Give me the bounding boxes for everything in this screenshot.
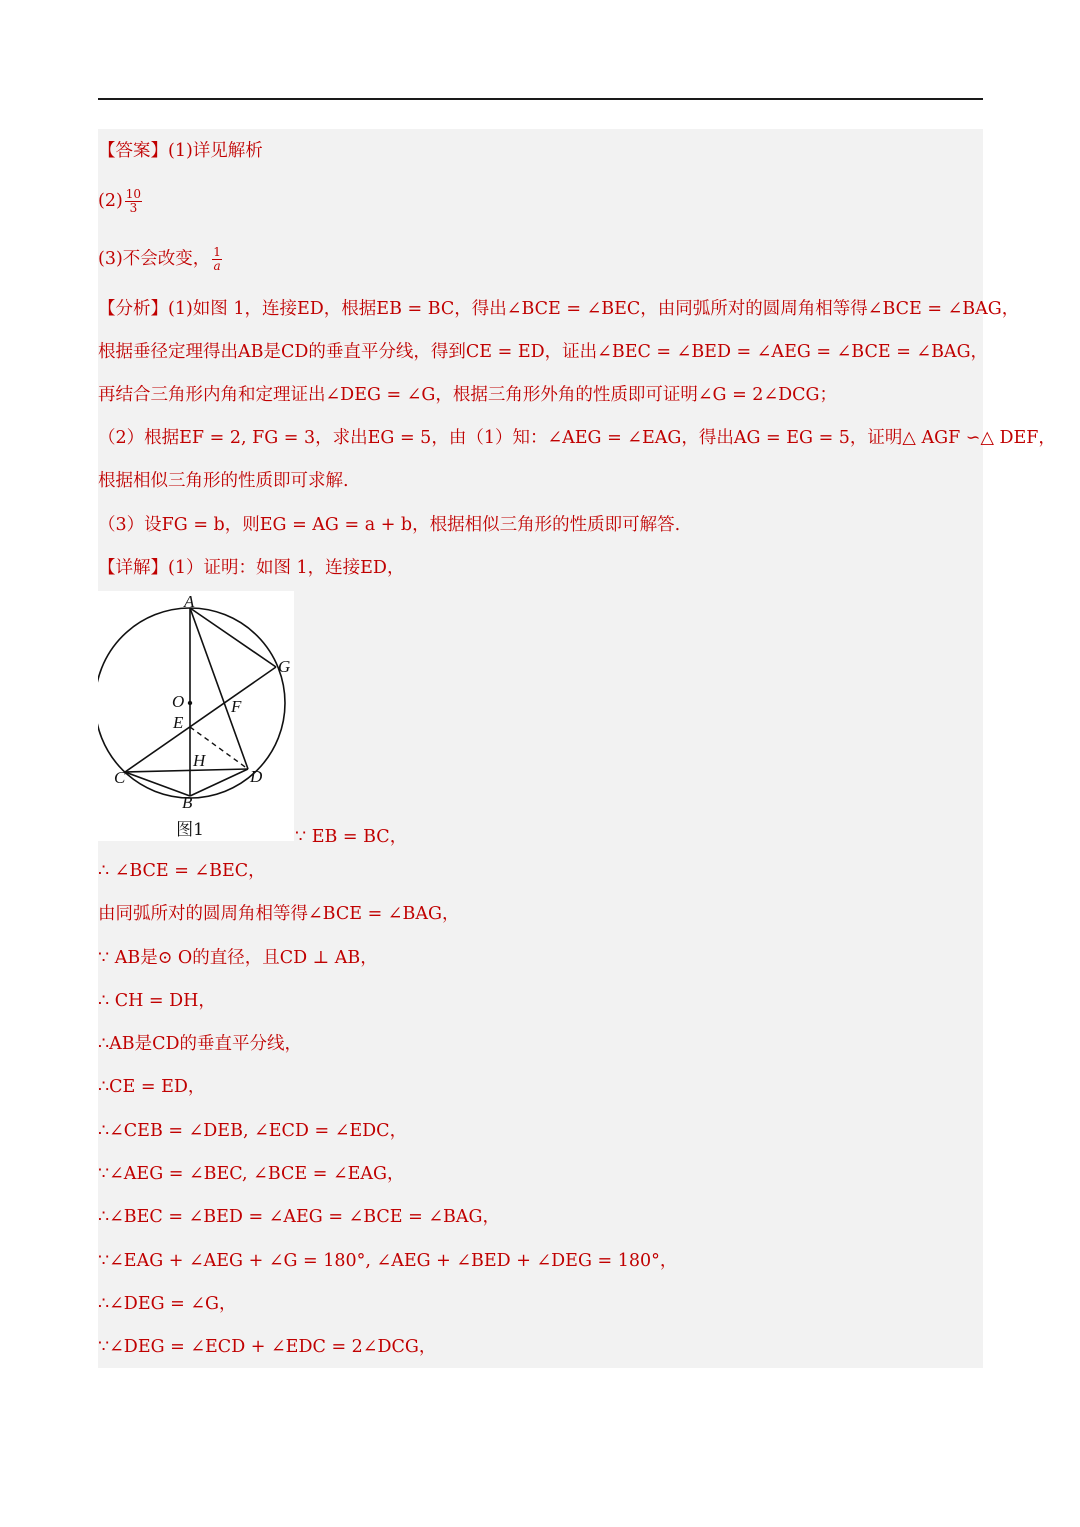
center-dot: [188, 701, 192, 705]
detail-step: 由同弧所对的圆周角相等得∠BCE = ∠BAG，: [98, 904, 460, 924]
detail-step: ∵ AB是⊙ O的直径，且CD ⊥ AB，: [98, 948, 378, 968]
detail-after-figure: ∵ EB = BC，: [295, 827, 408, 847]
label-b: B: [182, 793, 193, 812]
label-d: D: [250, 767, 263, 786]
analysis-line-4: （2）根据EF = 2, FG = 3，求出EG = 5，由（1）知：∠AEG = ∠EAG，得出AG = EG = 5，证明△ AGF ∽△ DEF，: [98, 428, 1056, 448]
detail-step: ∴ CH = DH，: [98, 991, 216, 1011]
label-a: A: [184, 592, 195, 611]
label-h: H: [193, 751, 206, 770]
fraction-1-a: $\frac{1}{a}$: [213, 245, 221, 273]
segment-bd: [190, 769, 248, 796]
analysis-line-6: （3）设FG = b，则EG = AG = a + b，根据相似三角形的性质即可解答.: [98, 515, 681, 535]
analysis-line-3: 再结合三角形内角和定理证出∠DEG = ∠G，根据三角形外角的性质即可证明∠G = 2∠DCG；: [98, 385, 838, 405]
fraction-10-3: $\frac{10}{3}$: [125, 187, 142, 215]
figure-caption: 图1: [176, 820, 204, 840]
detail-step: ∴∠DEG = ∠G，: [98, 1294, 237, 1314]
label-f: F: [231, 697, 242, 716]
detail-step: ∵∠EAG + ∠AEG + ∠G = 180°, ∠AEG + ∠BED + ∠DEG = 180°，: [98, 1251, 678, 1271]
analysis-line-2: 根据垂径定理得出AB是CD的垂直平分线，得到CE = ED，证出∠BEC = ∠BED = ∠AEG = ∠BCE = ∠BAG，: [98, 342, 989, 362]
answer-part-3: (3)不会改变， $\frac{1}{a}$: [98, 245, 221, 273]
chord-ad: [190, 608, 248, 769]
chord-cd: [125, 769, 248, 772]
circle-diagram: [98, 591, 294, 841]
label-o: O: [172, 692, 185, 711]
answer-part-2: (2) $\frac{10}{3}$: [98, 187, 142, 215]
detail-step: ∵∠AEG = ∠BEC, ∠BCE = ∠EAG，: [98, 1164, 405, 1184]
detail-step: ∴CE = ED，: [98, 1077, 206, 1097]
analysis-line-5: 根据相似三角形的性质即可求解.: [98, 471, 349, 491]
detail-step: ∴∠BEC = ∠BED = ∠AEG = ∠BCE = ∠BAG，: [98, 1207, 501, 1227]
detail-step: ∴ ∠BCE = ∠BEC，: [98, 861, 266, 881]
header-rule: [98, 98, 983, 100]
detail-step: ∵∠DEG = ∠ECD + ∠EDC = 2∠DCG，: [98, 1337, 437, 1357]
label-e: E: [173, 713, 184, 732]
geometry-figure: [98, 591, 294, 841]
chord-ag: [190, 608, 276, 667]
answer-title: 【答案】(1)详见解析: [98, 141, 263, 161]
detail-heading: 【详解】(1）证明：如图 1，连接ED，: [98, 558, 405, 578]
label-c: C: [114, 768, 126, 787]
detail-step: ∴AB是CD的垂直平分线，: [98, 1034, 303, 1054]
detail-step: ∴∠CEB = ∠DEB, ∠ECD = ∠EDC，: [98, 1121, 408, 1141]
analysis-line-1: 【分析】(1)如图 1，连接ED，根据EB = BC，得出∠BCE = ∠BEC，由同弧所对的圆周角相等得∠BCE = ∠BAG，: [98, 299, 1020, 319]
label-g: G: [278, 657, 291, 676]
